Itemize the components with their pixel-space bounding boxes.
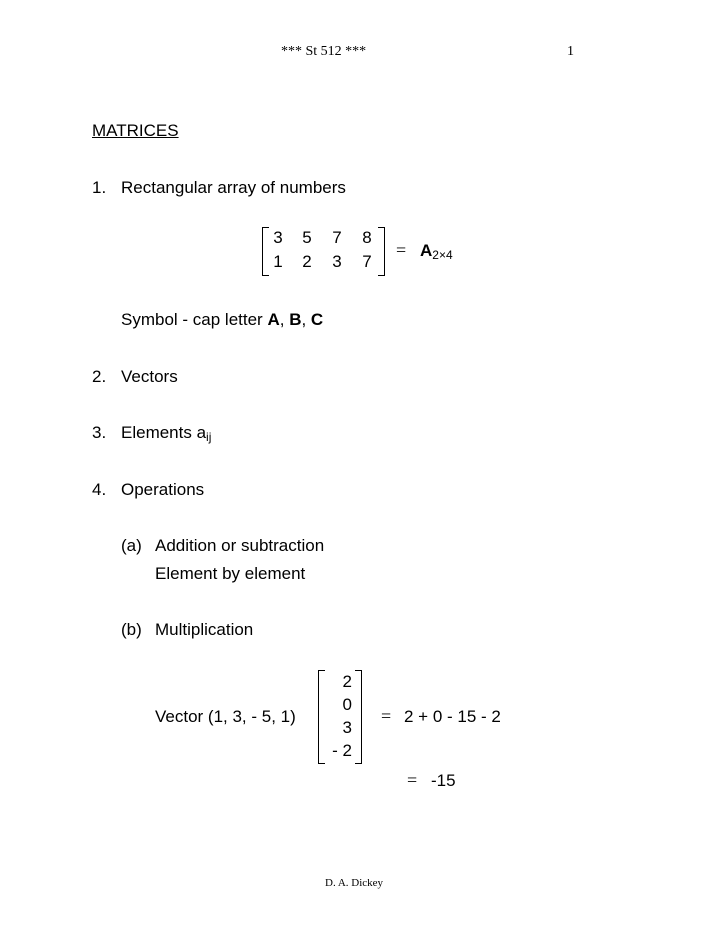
row-vector: Vector (1, 3, - 5, 1) <box>155 707 296 726</box>
symbol-sep: , <box>301 310 311 329</box>
subitem-a-label: (a) <box>121 536 142 555</box>
item-3-text <box>121 423 211 444</box>
product-result: -15 <box>431 771 456 790</box>
column-cell: 2 <box>342 672 352 691</box>
product-expansion: 2 + 0 - 15 - 2 <box>404 707 501 726</box>
matrix-label <box>420 241 453 262</box>
item-3-number: 3. <box>92 423 107 442</box>
symbol-prefix: Symbol - cap letter <box>121 310 268 329</box>
matrix-cell: 3 <box>273 228 283 247</box>
product-equals: = <box>381 706 392 726</box>
subitem-a-line: Element by element <box>155 564 306 583</box>
item-2-number: 2. <box>92 367 107 386</box>
item-1-number: 1. <box>92 178 107 197</box>
item-3-label: Elements a <box>121 423 207 442</box>
section-heading: MATRICES <box>92 121 179 140</box>
matrix-cell: 8 <box>362 228 372 247</box>
matrix-name: A <box>420 241 433 260</box>
subitem-b-label: (b) <box>121 620 142 639</box>
item-4-text: Operations <box>121 480 205 499</box>
footer-author: D. A. Dickey <box>325 877 384 889</box>
symbol-sep: , <box>279 310 290 329</box>
column-right-bracket <box>355 670 362 764</box>
matrix-cell: 7 <box>332 228 342 247</box>
header-title: *** St 512 *** <box>281 44 367 59</box>
subitem-a-line: Addition or subtraction <box>155 536 325 555</box>
symbol-b: B <box>289 310 302 329</box>
page-number: 1 <box>567 44 574 59</box>
symbol-a: A <box>267 310 280 329</box>
matrix-cell: 5 <box>302 228 312 247</box>
matrix-cell: 7 <box>362 252 372 271</box>
item-2-text: Vectors <box>121 367 178 386</box>
column-cell: 0 <box>342 695 352 714</box>
matrix-cell: 2 <box>302 252 312 271</box>
matrix-cell: 3 <box>332 252 342 271</box>
matrix-cell: 1 <box>273 252 283 271</box>
symbol-line <box>121 310 323 330</box>
matrix-right-bracket <box>378 227 385 276</box>
matrix-dims: 2×4 <box>432 248 453 262</box>
item-4-number: 4. <box>92 480 107 499</box>
column-cell: - 2 <box>332 741 352 760</box>
result-equals: = <box>407 770 418 790</box>
item-3-subscript: ij <box>206 430 212 444</box>
matrix-equals: = <box>396 240 407 260</box>
column-cell: 3 <box>342 718 352 737</box>
symbol-c: C <box>310 310 324 329</box>
item-1-text: Rectangular array of numbers <box>121 178 346 197</box>
subitem-b-line: Multiplication <box>155 620 254 639</box>
